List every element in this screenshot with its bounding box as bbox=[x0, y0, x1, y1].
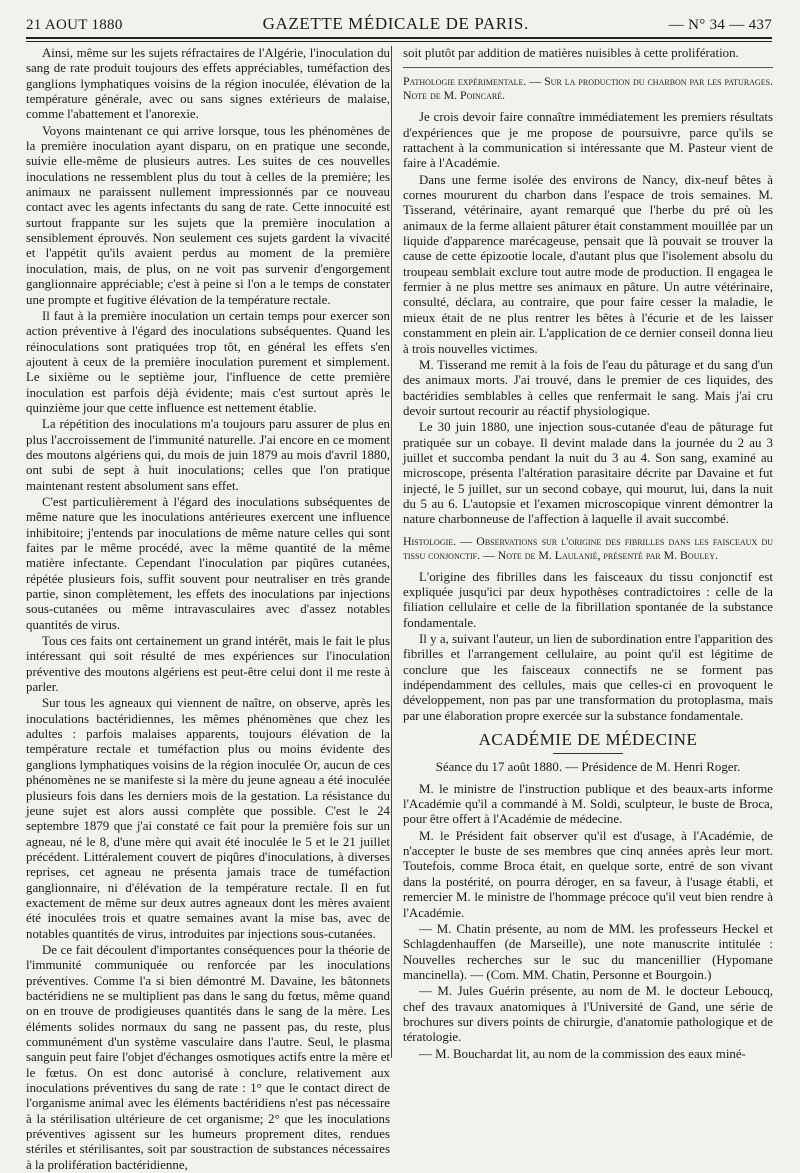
paragraph: M. le ministre de l'instruction publique et des beaux-arts informe l'Académie qu'il a commandé à M. Soldi, sculpteur, le buste de Broca, pour être offert à l'Académie de médecine. bbox=[403, 781, 773, 827]
left-column bbox=[26, 46, 390, 1172]
paragraph: — M. Chatin présente, au nom de MM. les professeurs Heckel et Schlagdenhauffen (de Marseille), une note manuscrite intitulée : Nouvelles recherches sur le suc du mancenillier (Hypomane mancinella). — (Com. MM. Chatin, Personne et Bourgoin.) bbox=[403, 921, 773, 982]
paragraph: — M. Jules Guérin présente, au nom de M. le docteur Leboucq, chef des travaux anatomiques à l'Université de Gand, une série de brochures sur divers points de chirurgie, d'anatomie pathologique et de tératologie. bbox=[403, 984, 773, 1045]
paragraph: C'est particulièrement à l'égard des inoculations subséquentes de même nature que les inoculations antérieures exercent une influence inhibitoire; j'entends par inoculations de même nature celles qui sont faites par le même procédé, avec la même quantité de la même matière infectante. Cependant l'inoculation par piqûres cutanées, répétée plusieurs fois, suffit souvent pour neutraliser en très grande partie, sinon complètement, les effets des inoculations par injections sous-cutanées ou même intravasculaires avec d'assez notables quantités de virus. bbox=[26, 494, 390, 632]
paragraph: Il y a, suivant l'auteur, un lien de subordination entre l'apparition des fibrilles et l'arrangement cellulaire, au point qu'il est légitime de conclure que les faisceaux connectifs ne se forment pas indépendamment des cellules, mais que celles-ci en provoquent le développement, non pas par une transformation du protoplasma, mais par une élaboration propre exercée sur la substance fondamentale. bbox=[403, 632, 773, 723]
paragraph: Ainsi, même sur les sujets réfractaires de l'Algérie, l'inoculation du sang de rate produit toujours des effets appréciables, tuméfaction des ganglions lymphatiques voisins de la région inoculée, élévation de la température générale, avec ou sans signes extérieurs de malaise, comme l'abattement et l'anorexie. bbox=[26, 46, 390, 122]
section-heading-histologie: Histologie. — Observations sur l'origine des fibrilles dans les faisceaux du tissu conjonctif. — Note de M. Laulanié, présenté par M. Bouley. bbox=[403, 533, 773, 562]
academy-rule bbox=[553, 753, 623, 754]
paragraph: Le 30 juin 1880, une injection sous-cutanée d'eau de pâturage fut pratiquée sur un cobaye. Il devint malade dans la journée du 2 au 3 juillet et succomba pendant la nuit du 3 au 4. Son sang, examiné au microscope, présenta l'altération parasitaire décrite par Davaine et fut injecté, le 5 juillet, sur un second cobaye, qui mourut, lui, dans la nuit du 5 au 6. L'autopsie et l'examen microscopique vinrent démontrer la nature charbonneuse de l'affection à laquelle il avait succombé. bbox=[403, 420, 773, 527]
continuation-paragraph: soit plutôt par addition de matières nuisibles à cette prolifération. bbox=[403, 46, 739, 60]
paragraph: — M. Bouchardat lit, au nom de la commission des eaux miné- bbox=[419, 1046, 746, 1061]
paragraph: Je crois devoir faire connaître immédiatement les premiers résultats d'expériences que je me propose de poursuivre, parce qu'ils se rattachent à la communication si intéressante que M. Pasteur vient de faire à l'Académie. bbox=[403, 110, 773, 171]
seance-line: Séance du 17 août 1880. — Présidence de M. Henri Roger. bbox=[435, 760, 741, 775]
header-issue: — N° 34 — 437 bbox=[668, 17, 772, 33]
paragraph: La répétition des inoculations m'a toujours paru assurer de plus en plus l'accroissement de l'immunité naturelle. J'ai encore en ce moment des moutons algériens qui, du mois de juin 1879 au mois d'avril 1880, ont subi de sept à huit inoculations; celles que l'on pratique maintenant restent absolument sans effet. bbox=[26, 417, 390, 493]
section-heading-pathologie: Pathologie expérimentale. — Sur la production du charbon par les paturages. Note de M. Poincaré. bbox=[403, 74, 773, 103]
paragraph: Il faut à la première inoculation un certain temps pour exercer son action préventive à l'égard des inoculations subséquentes. Quand les réinoculations sont pratiquées trop tôt, en général les effets s'en ajoutent à ceux de la première inoculation purement et simplement. Le sixième ou le septième jour, l'influence de cette première inoculation est parfois déjà évidente; mais c'est surtout après le quinzième jour que cette influence est nettement établie. bbox=[26, 308, 390, 415]
paragraph: De ce fait découlent d'importantes conséquences pour la théorie de l'immunité communiquée ou renforcée par les inoculations préventives. Comme l'a si bien démontré M. Davaine, les bâtonnets bactéridiens ne se multiplient pas dans le sang du fœtus, même quand on en trouve de prodigieuses quantités dans le sang de la mère. Les éléments solides normaux du sang ne passent pas, du reste, plus communément d'un système vasculaire dans l'autre. Seul, le plasma sanguin peut faire l'objet d'échanges osmotiques actifs entre la mère et le fœtus. On est donc autorisé à conclure, relativement aux inoculations préventives du sang de rate : 1° que le contact direct de l'organisme animal avec les éléments bactéridiens n'est pas nécessaire à la stérilisation ultérieure de cet organisme; 2° que les inoculations préventives agissent sur les humeurs proprement dites, rendues stériles et stérilisantes, soit par soustraction de substances nécessaires à la prolifération bactéridienne, bbox=[26, 942, 390, 1172]
header-title: GAZETTE MÉDICALE DE PARIS. bbox=[262, 14, 529, 33]
paragraph: M. Tisserand me remit à la fois de l'eau du pâturage et du sang d'un des animaux morts. J'ai trouvé, dans le premier de ces liquides, des bactéridies semblables à celles que renfermait le sang. Mais j'ai cru devoir surtout recourir au réactif physiologique. bbox=[403, 357, 773, 418]
paragraph: L'origine des fibrilles dans les faisceaux du tissu conjonctif est expliquée jusqu'ici par deux hypothèses contradictoires : celle de la filiation cellulaire et celle de la fibrillation spontanée de la substance fondamentale. bbox=[403, 569, 773, 630]
paragraph: Voyons maintenant ce qui arrive lorsque, tous les phénomènes de la première inoculation ayant disparu, on en pratique une seconde, suivie elle-même de plusieurs autres. Les suites de ces nouvelles inoculations ne ressemblent plus du tout à celles de la première; les animaux ne paraissent nullement impressionnés par ce nouveau contact avec les agents infectants du sang de rate. Cette innocuité est surtout frappante sur les sujets que la première inoculation a sensiblement éprouvés. Non seulement ces sujets gardent la vivacité et l'appétit qu'ils avaient perdus au moment de la première inoculation, mais, de plus, on ne voit pas survenir d'engorgement ganglionnaire appréciable; c'est à peine si l'on a le temps de constater une prompte et fugitive élévation de la température rectale. bbox=[26, 123, 390, 307]
paragraph: Dans une ferme isolée des environs de Nancy, dix-neuf bêtes à cornes moururent du charbon dans l'espace de trois semaines. M. Tisserand, vétérinaire, ayant remarqué que l'herbe du pré où les animaux de la ferme allaient pâturer était constamment mouillée par un liquide d'apparence marécageuse, pensait que là pouvait se trouver la cause de cette épizootie locale, d'autant plus que l'isolement absolu du troupeau semblait exclure tout autre mode de production. Il engagea le fermier à ne plus mettre ses animaux en pâture. Un autre vétérinaire, consulté, déclara, au contraire, que pour faire cesser la maladie, le mieux était de ne plus rentrer les bêtes à l'écurie et de les laisser constamment en plein air. L'application de ce dernier conseil donna lieu à trois nouvelles victimes. bbox=[403, 172, 773, 356]
paragraph: Tous ces faits ont certainement un grand intérêt, mais le fait le plus intéressant qui soit résulté de mes expériences sur l'inoculation préventive des moutons algériens est peut-être celui dont il me reste à parler. bbox=[26, 634, 390, 695]
header-rule bbox=[26, 37, 772, 39]
column-divider bbox=[391, 46, 392, 1058]
paragraph: Sur tous les agneaux qui viennent de naître, on observe, après les inoculations bactéridiennes, les mêmes phénomènes que chez les adultes : parfois malaises apparents, toujours élévation de la température rectale et tuméfaction plus ou moins évidente des ganglions lymphatiques voisins de la région inoculée Or, aucun de ces phénomènes ne se manifeste si la mère du jeune agneau a été inoculée plusieurs fois dans les derniers mois de la gestation. La résistance du jeune sujet est alors aussi complète que possible. C'est le 24 septembre 1879 que j'ai constaté ce fait pour la première fois sur un agneau, né le 8, d'une mère qui avait été inoculée le 5 et le 21 juillet précédent. Littéralement couvert de piqûres d'inoculations, à diverses reprises, cet agneau ne présenta jamais trace de tuméfaction ganglionnaire, ni d'élévation de la température rectale. Il en fut exactement de même sur deux autres agneaux dont les mères avaient été inoculées trois et quatre semaines avant la mise bas, avec de notables quantités de virus, introduites par injections sous-cutanées. bbox=[26, 696, 390, 941]
right-column bbox=[403, 46, 773, 1061]
header-date: 21 AOUT 1880 bbox=[26, 17, 123, 33]
header-rule-thin bbox=[26, 41, 772, 42]
page-header bbox=[26, 8, 772, 34]
section-rule bbox=[403, 67, 773, 68]
academy-heading: ACADÉMIE DE MÉDECINE bbox=[478, 730, 698, 750]
paragraph: M. le Président fait observer qu'il est d'usage, à l'Académie, de n'accepter le buste de ses membres que cinq années après leur mort. Toutefois, comme Broca était, en quelque sorte, entré de son vivant dans la postérité, on pourra déroger, en sa faveur, à l'usage établi, et remercier M. le ministre de l'hommage précoce qu'il veut bien rendre à l'Académie. bbox=[403, 828, 773, 920]
